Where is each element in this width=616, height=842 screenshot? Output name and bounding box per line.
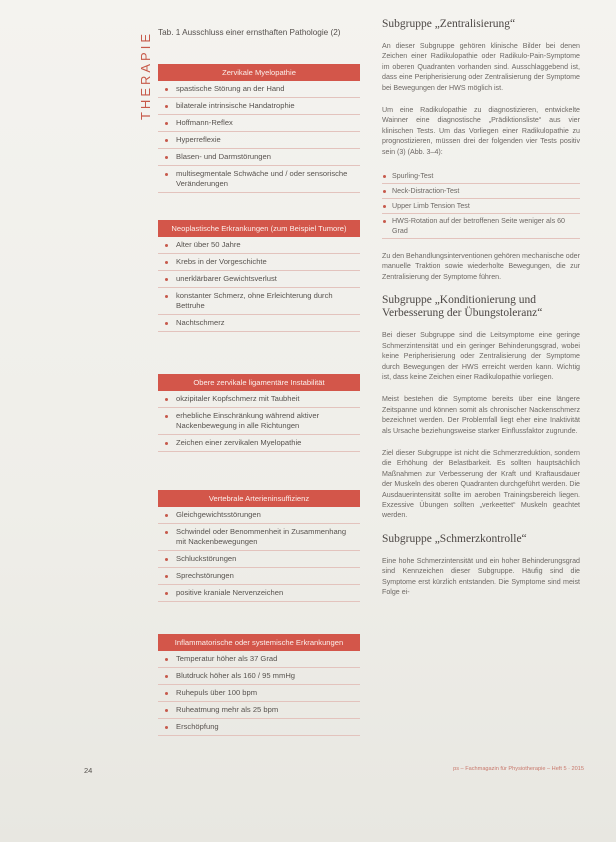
list-item: Krebs in der Vorgeschichte: [158, 254, 360, 271]
box-neoplastische-erkrankungen: [158, 220, 360, 332]
list-item: Erschöpfung: [158, 719, 360, 736]
box-zervikale-myelopathie: [158, 64, 360, 193]
box-list: [158, 391, 360, 452]
list-item: Neck-Distraction-Test: [382, 184, 580, 199]
box-list: [158, 507, 360, 602]
heading-konditionierung: Subgruppe „Konditionierung und Verbesserung der Übungstoleranz“: [382, 294, 543, 320]
list-item: Schwindel oder Benommenheit in Zusammenhang mit Nackenbewegungen: [158, 524, 360, 551]
table-column: [158, 28, 360, 52]
list-item: erhebliche Einschränkung während aktiver Nackenbewegung in alle Richtungen: [158, 408, 360, 435]
list-item: Blutdruck höher als 160 / 95 mmHg: [158, 668, 360, 685]
test-list: [382, 169, 580, 239]
page-footer: ps – Fachmagazin für Physiotherapie – Heft 5 · 2015: [453, 766, 584, 772]
heading-zentralisierung: Subgruppe „Zentralisierung“: [382, 18, 516, 30]
list-item: Spurling-Test: [382, 169, 580, 184]
list-item: okzipitaler Kopfschmerz mit Taubheit: [158, 391, 360, 408]
list-item: Schluckstörungen: [158, 551, 360, 568]
paragraph: Meist bestehen die Symptome bereits über eine längere Zeitspanne und können somit als chronischer Nackenschmerz bezeichnet werden. Der Problemfall liegt eher eine Inaktivität als Ursache beziehungsweise starker Einflussfaktor zugrunde.: [382, 395, 580, 435]
list-item: Ruheatmung mehr als 25 bpm: [158, 702, 360, 719]
paragraph: Eine hohe Schmerzintensität und ein hoher Behinderungsgrad sind Kennzeichen dieser Subgruppe. Häufig sind die Symptome erst kürzlich entstanden. Die Symptome sind meist Folge ei-: [382, 556, 580, 596]
list-item: Upper Limb Tension Test: [382, 199, 580, 214]
box-title: Zervikale Myelopathie: [158, 64, 360, 81]
list-item: Hyperreflexie: [158, 132, 360, 149]
list-item: Hoffmann-Reflex: [158, 115, 360, 132]
list-item: spastische Störung an der Hand: [158, 81, 360, 98]
list-item: Zeichen einer zervikalen Myelopathie: [158, 435, 360, 452]
list-item: Temperatur höher als 37 Grad: [158, 651, 360, 668]
box-title: Vertebrale Arterieninsuffizienz: [158, 490, 360, 507]
list-item: Sprechstörungen: [158, 568, 360, 585]
box-ligamentaere-instabilitaet: [158, 374, 360, 452]
box-title: Inflammatorische oder systemische Erkrankungen: [158, 634, 360, 651]
article-text-column: [382, 18, 580, 609]
list-item: konstanter Schmerz, ohne Erleichterung durch Bettruhe: [158, 288, 360, 315]
list-item: unerklärbarer Gewichtsverlust: [158, 271, 360, 288]
list-item: positive kraniale Nervenzeichen: [158, 585, 360, 602]
box-systemische-erkrankungen: [158, 634, 360, 736]
box-list: [158, 651, 360, 736]
list-item: Ruhepuls über 100 bpm: [158, 685, 360, 702]
paragraph: An dieser Subgruppe gehören klinische Bilder bei denen Zeichen einer Radikulopathie oder Radikulo-Pain-Symptome im oberen Quadranten vorhanden sind. Ausschlaggebend ist, dass eine Peripherisierung oder Zentralisierung der Symptome bei Bewegungen der HWS möglich ist.: [382, 42, 580, 92]
table-caption: Tab. 1 Ausschluss einer ernsthaften Pathologie (2): [158, 28, 341, 37]
heading-schmerzkontrolle: Subgruppe „Schmerzkontrolle“: [382, 532, 527, 545]
list-item: Nachtschmerz: [158, 315, 360, 332]
box-list: [158, 81, 360, 193]
list-item: multisegmentale Schwäche und / oder sensorische Veränderungen: [158, 166, 360, 193]
list-item: HWS-Rotation auf der betroffenen Seite weniger als 60 Grad: [382, 214, 580, 239]
box-title: Neoplastische Erkrankungen (zum Beispiel Tumore): [158, 220, 360, 237]
page-number: 24: [84, 766, 93, 775]
paragraph: Um eine Radikulopathie zu diagnostizieren, entwickelte Wainner eine diagnostische „Prädiktionsliste“ aus vier klinischen Tests. Um das Vorliegen einer Radikulopathie zu prognostizieren, müssen drei der folgenden vier Tests positiv sein (3) (Abb. 3–4):: [382, 106, 580, 156]
section-tab: [130, 20, 160, 130]
paragraph: Bei dieser Subgruppe sind die Leitsymptome eine geringe Schmerzintensität und ein geringer Behinderungsgrad, wobei keine Peripherisierung oder Zentralisierung der Symptome durch Bewegungen der HWS erreicht werden kann. Wichtig ist, dass keine Zeichen einer Radikulopathie vorliegen.: [382, 331, 580, 381]
list-item: Gleichgewichtsstörungen: [158, 507, 360, 524]
box-arterieninsuffizienz: [158, 490, 360, 602]
box-list: [158, 237, 360, 332]
list-item: bilaterale intrinsische Handatrophie: [158, 98, 360, 115]
paragraph: Zu den Behandlungsinterventionen gehören mechanische oder manuelle Traktion sowie wiederholte Bewegungen, die zur Zentralisierung der Symptome führen.: [382, 252, 580, 281]
box-title: Obere zervikale ligamentäre Instabilität: [158, 374, 360, 391]
list-item: Blasen- und Darmstörungen: [158, 149, 360, 166]
paragraph: Ziel dieser Subgruppe ist nicht die Schmerzreduktion, sondern die Erhöhung der Belastbarkeit. Es sollten hauptsächlich Maßnahmen zur Verbesserung der Kraft und Kraftausdauer der Muskeln des oberen Quadranten durchgeführt werden. Die Ausdauerintensität sollte im aeroben Trainingsbereich liegen. Exzessive Übungen sollten „verkeettet“ Muskeln geachtet werden.: [382, 448, 580, 520]
section-tab-label: THERAPIE: [137, 30, 153, 120]
list-item: Alter über 50 Jahre: [158, 237, 360, 254]
